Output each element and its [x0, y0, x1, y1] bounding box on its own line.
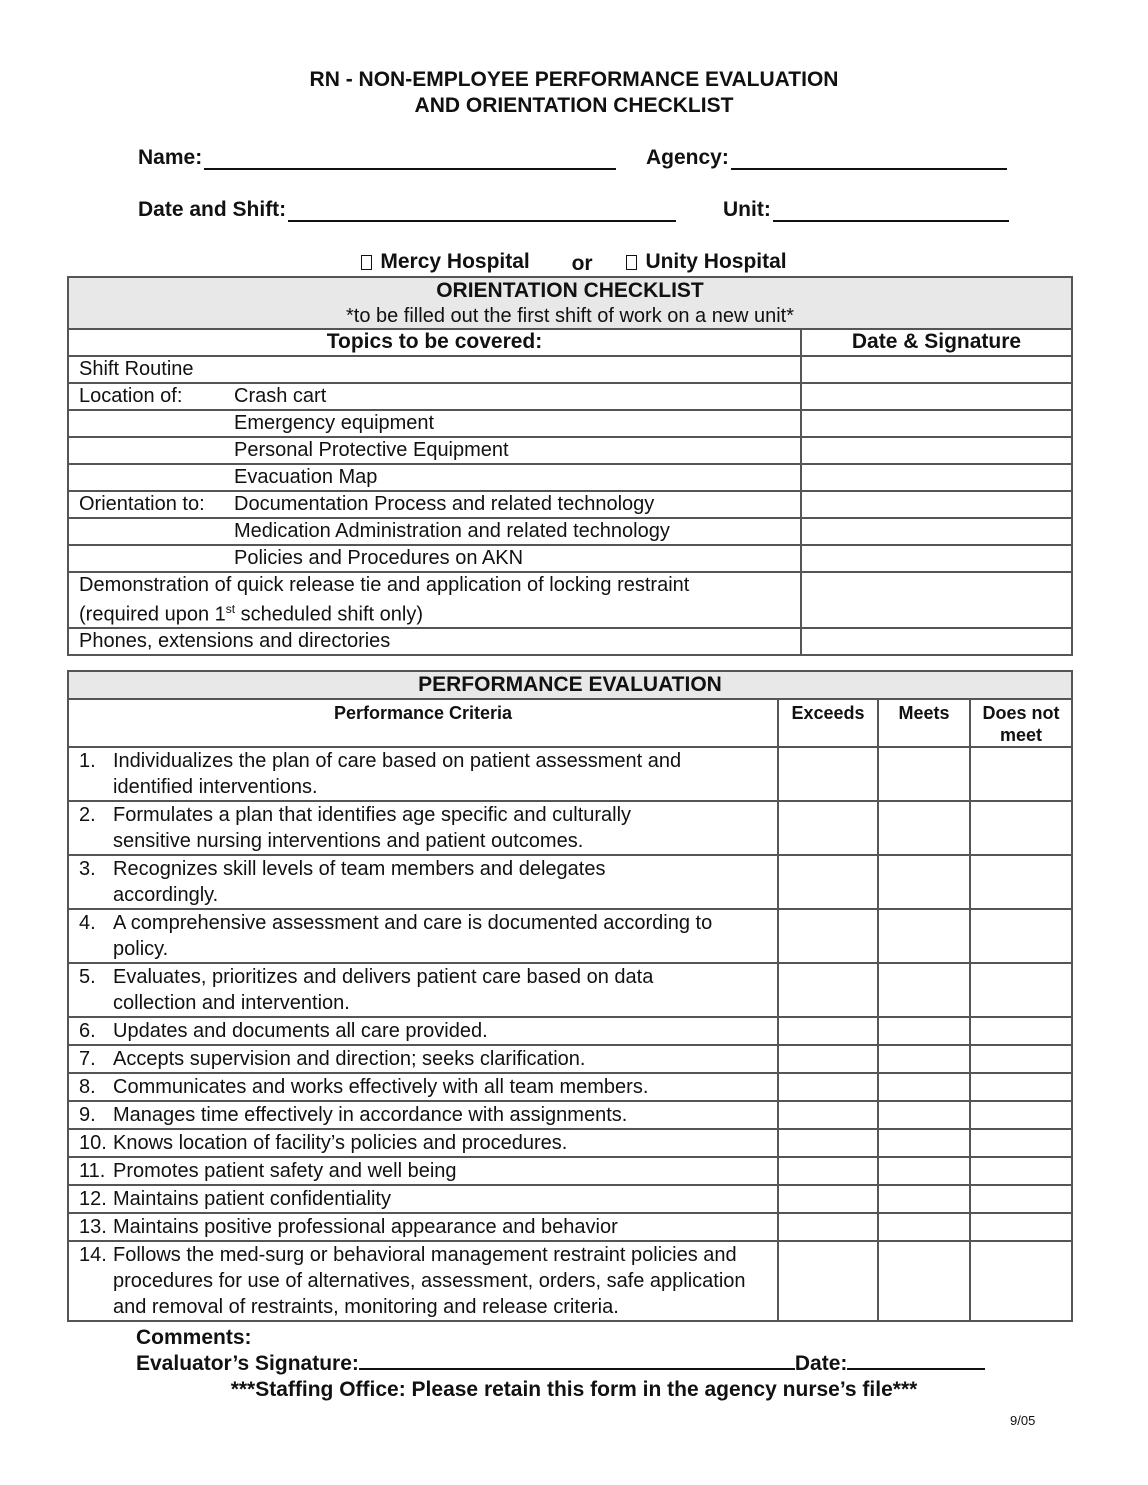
does-not-meet-cell[interactable]: [970, 1129, 1072, 1157]
criteria-number: 11.: [79, 1160, 106, 1182]
does-not-meet-column-header: Does not meet: [970, 699, 1072, 747]
exceeds-cell[interactable]: [778, 1241, 878, 1321]
table-row: [68, 356, 1072, 383]
meets-cell[interactable]: [878, 1241, 970, 1321]
topic-item: Evacuation Map: [234, 466, 378, 488]
table-row: [68, 1129, 1072, 1157]
criteria-column-header: Performance Criteria: [68, 699, 778, 747]
unity-hospital-option[interactable]: [626, 250, 786, 274]
agency-field[interactable]: [646, 146, 1007, 170]
table-row: [68, 545, 1072, 572]
checkbox-icon[interactable]: [626, 255, 637, 270]
mercy-hospital-option[interactable]: [361, 250, 529, 274]
topic-label-line2: (required upon 1st scheduled shift only): [79, 602, 424, 626]
table-row: [68, 801, 1072, 855]
topic-item: Emergency equipment: [234, 412, 435, 434]
topic-label: Orientation to:: [79, 493, 205, 515]
signature-cell[interactable]: [801, 572, 1072, 628]
does-not-meet-cell[interactable]: [970, 1101, 1072, 1129]
table-row: [68, 909, 1072, 963]
topics-column-header: Topics to be covered:: [68, 329, 801, 356]
signature-cell[interactable]: [801, 437, 1072, 464]
table-row: [68, 1157, 1072, 1185]
signature-cell[interactable]: [801, 464, 1072, 491]
does-not-meet-cell[interactable]: [970, 1157, 1072, 1185]
topic-item: Medication Administration and related technology: [234, 520, 670, 542]
signature-cell[interactable]: [801, 545, 1072, 572]
criteria-number: 8.: [79, 1076, 96, 1098]
table-row: [68, 1073, 1072, 1101]
date-signature-column-header: Date & Signature: [801, 329, 1072, 356]
performance-evaluation-table: [67, 670, 1073, 1322]
exceeds-cell[interactable]: [778, 747, 878, 801]
table-row: [68, 747, 1072, 801]
criteria-number: 6.: [79, 1020, 96, 1042]
revision-date: 9/05: [1010, 1413, 1036, 1428]
criteria-text: Accepts supervision and direction; seeks clarification.: [113, 1048, 586, 1070]
exceeds-cell[interactable]: [778, 963, 878, 1017]
table-row: [68, 1213, 1072, 1241]
meets-cell[interactable]: [878, 1045, 970, 1073]
topic-label: Shift Routine: [79, 358, 194, 380]
table-row: [68, 572, 1072, 628]
table-row: [68, 464, 1072, 491]
performance-column-headers: [68, 699, 1072, 747]
signature-cell[interactable]: [801, 383, 1072, 410]
topic-label: Location of:: [79, 385, 183, 407]
table-row: [68, 437, 1072, 464]
criteria-text: Promotes patient safety and well being: [113, 1160, 457, 1182]
criteria-number: 3.: [79, 858, 96, 880]
date-shift-field[interactable]: [138, 198, 676, 222]
topic-item: Documentation Process and related technology: [234, 493, 655, 515]
topic-label: Phones, extensions and directories: [79, 629, 391, 652]
meets-cell[interactable]: [878, 801, 970, 855]
meets-cell[interactable]: [878, 1185, 970, 1213]
form-title-line2: AND ORIENTATION CHECKLIST: [414, 94, 734, 117]
evaluator-signature-input[interactable]: [359, 1352, 795, 1370]
unit-input[interactable]: [773, 202, 1009, 222]
table-row: [68, 1017, 1072, 1045]
criteria-text: Follows the med-surg or behavioral management restraint policies and procedures for use of alternatives, assessment, orders, safe application and removal of restraints, monitoring and release criteria.: [113, 1244, 746, 1318]
unit-field[interactable]: [723, 198, 1009, 222]
meets-cell[interactable]: [878, 1129, 970, 1157]
table-row: [68, 855, 1072, 909]
date-input[interactable]: [847, 1352, 985, 1370]
exceeds-cell[interactable]: [778, 1157, 878, 1185]
orientation-subtitle: *to be filled out the first shift of work on a new unit*: [345, 305, 795, 327]
meets-cell[interactable]: [878, 747, 970, 801]
table-row: [68, 518, 1072, 545]
meets-cell[interactable]: [878, 1213, 970, 1241]
meets-cell[interactable]: [878, 963, 970, 1017]
date-label: Date:: [794, 1352, 848, 1375]
does-not-meet-cell[interactable]: [970, 855, 1072, 909]
criteria-number: 10.: [79, 1132, 107, 1154]
topic-item: Policies and Procedures on AKN: [234, 547, 524, 569]
signature-cell[interactable]: [801, 356, 1072, 383]
criteria-number: 9.: [79, 1104, 96, 1126]
meets-column-header: Meets: [878, 699, 970, 747]
criteria-text: Evaluates, prioritizes and delivers patient care based on data collection and intervention.: [113, 966, 654, 1014]
criteria-text: Knows location of facility’s policies and procedures.: [113, 1132, 568, 1154]
date-shift-label: Date and Shift:: [138, 198, 287, 221]
does-not-meet-cell[interactable]: [970, 747, 1072, 801]
performance-title: PERFORMANCE EVALUATION: [68, 671, 1072, 699]
topic-item: Crash cart: [234, 385, 327, 407]
date-unit-row: [138, 198, 1018, 226]
meets-cell[interactable]: [878, 909, 970, 963]
agency-input[interactable]: [731, 150, 1007, 170]
exceeds-cell[interactable]: [778, 801, 878, 855]
criteria-text: Formulates a plan that identifies age specific and culturally sensitive nursing interventions and patient outcomes.: [113, 804, 632, 852]
exceeds-cell[interactable]: [778, 1129, 878, 1157]
meets-cell[interactable]: [878, 1157, 970, 1185]
form-title-line1: RN - NON-EMPLOYEE PERFORMANCE EVALUATION: [309, 68, 839, 91]
performance-header-row: [68, 671, 1072, 699]
date-shift-input[interactable]: [288, 202, 676, 222]
criteria-text: Maintains positive professional appearance and behavior: [113, 1216, 618, 1238]
retain-notice: ***Staffing Office: Please retain this form in the agency nurse’s file***: [230, 1378, 918, 1401]
does-not-meet-cell[interactable]: [970, 801, 1072, 855]
table-row: [68, 491, 1072, 518]
meets-cell[interactable]: [878, 1073, 970, 1101]
name-agency-row: [138, 146, 1018, 174]
orientation-checklist-table: [67, 276, 1073, 656]
criteria-number: 14.: [79, 1244, 107, 1266]
name-label: Name:: [138, 146, 203, 169]
unit-label: Unit:: [723, 198, 771, 221]
exceeds-cell[interactable]: [778, 1045, 878, 1073]
hospital-choice: [0, 250, 1148, 276]
unity-hospital-label: Unity Hospital: [645, 250, 787, 273]
signature-cell[interactable]: [801, 628, 1072, 655]
table-row: [68, 963, 1072, 1017]
criteria-text: Individualizes the plan of care based on patient assessment and identified interventions.: [113, 750, 682, 798]
does-not-meet-cell[interactable]: [970, 1241, 1072, 1321]
comments-label: Comments:: [136, 1326, 252, 1349]
criteria-number: 12.: [79, 1188, 107, 1210]
evaluator-signature-label: Evaluator’s Signature:: [136, 1352, 359, 1375]
criteria-text: Updates and documents all care provided.: [113, 1020, 488, 1042]
exceeds-cell[interactable]: [778, 855, 878, 909]
table-row: [68, 1241, 1072, 1321]
exceeds-cell[interactable]: [778, 1017, 878, 1045]
criteria-number: 5.: [79, 966, 96, 988]
topic-label: Demonstration of quick release tie and application of locking restraint: [79, 574, 690, 596]
does-not-meet-cell[interactable]: [970, 1213, 1072, 1241]
table-row: [68, 410, 1072, 437]
exceeds-cell[interactable]: [778, 909, 878, 963]
signature-cell[interactable]: [801, 410, 1072, 437]
table-row: [68, 383, 1072, 410]
name-field[interactable]: [138, 146, 616, 170]
exceeds-cell[interactable]: [778, 1213, 878, 1241]
table-row: [68, 1185, 1072, 1213]
orientation-column-headers: [68, 329, 1072, 356]
criteria-text: Recognizes skill levels of team members and delegates accordingly.: [113, 858, 606, 906]
name-input[interactable]: [204, 150, 616, 170]
does-not-meet-cell[interactable]: [970, 1045, 1072, 1073]
meets-cell[interactable]: [878, 1101, 970, 1129]
meets-cell[interactable]: [878, 855, 970, 909]
does-not-meet-cell[interactable]: [970, 1185, 1072, 1213]
exceeds-cell[interactable]: [778, 1101, 878, 1129]
signature-cell[interactable]: [801, 518, 1072, 545]
table-row: [68, 1101, 1072, 1129]
table-row: [68, 628, 1072, 655]
table-row: [68, 1045, 1072, 1073]
criteria-number: 4.: [79, 912, 96, 934]
criteria-number: 1.: [79, 750, 96, 772]
does-not-meet-cell[interactable]: [970, 963, 1072, 1017]
criteria-text: A comprehensive assessment and care is documented according to policy.: [113, 912, 713, 960]
agency-label: Agency:: [646, 146, 729, 169]
does-not-meet-cell[interactable]: [970, 909, 1072, 963]
exceeds-column-header: Exceeds: [778, 699, 878, 747]
orientation-header-row: [68, 277, 1072, 329]
or-separator: or: [571, 251, 593, 275]
criteria-number: 2.: [79, 804, 96, 826]
mercy-hospital-label: Mercy Hospital: [380, 250, 530, 273]
criteria-text: Maintains patient confidentiality: [113, 1188, 391, 1210]
criteria-text: Communicates and works effectively with all team members.: [113, 1076, 649, 1098]
meets-cell[interactable]: [878, 1017, 970, 1045]
does-not-meet-cell[interactable]: [970, 1017, 1072, 1045]
does-not-meet-cell[interactable]: [970, 1073, 1072, 1101]
criteria-number: 13.: [79, 1216, 107, 1238]
orientation-title: ORIENTATION CHECKLIST: [436, 279, 704, 302]
criteria-number: 7.: [79, 1048, 96, 1070]
signature-cell[interactable]: [801, 491, 1072, 518]
exceeds-cell[interactable]: [778, 1185, 878, 1213]
evaluator-signature-row: [136, 1352, 985, 1376]
exceeds-cell[interactable]: [778, 1073, 878, 1101]
criteria-text: Manages time effectively in accordance with assignments.: [113, 1104, 628, 1126]
topic-item: Personal Protective Equipment: [234, 439, 509, 461]
checkbox-icon[interactable]: [361, 255, 372, 270]
